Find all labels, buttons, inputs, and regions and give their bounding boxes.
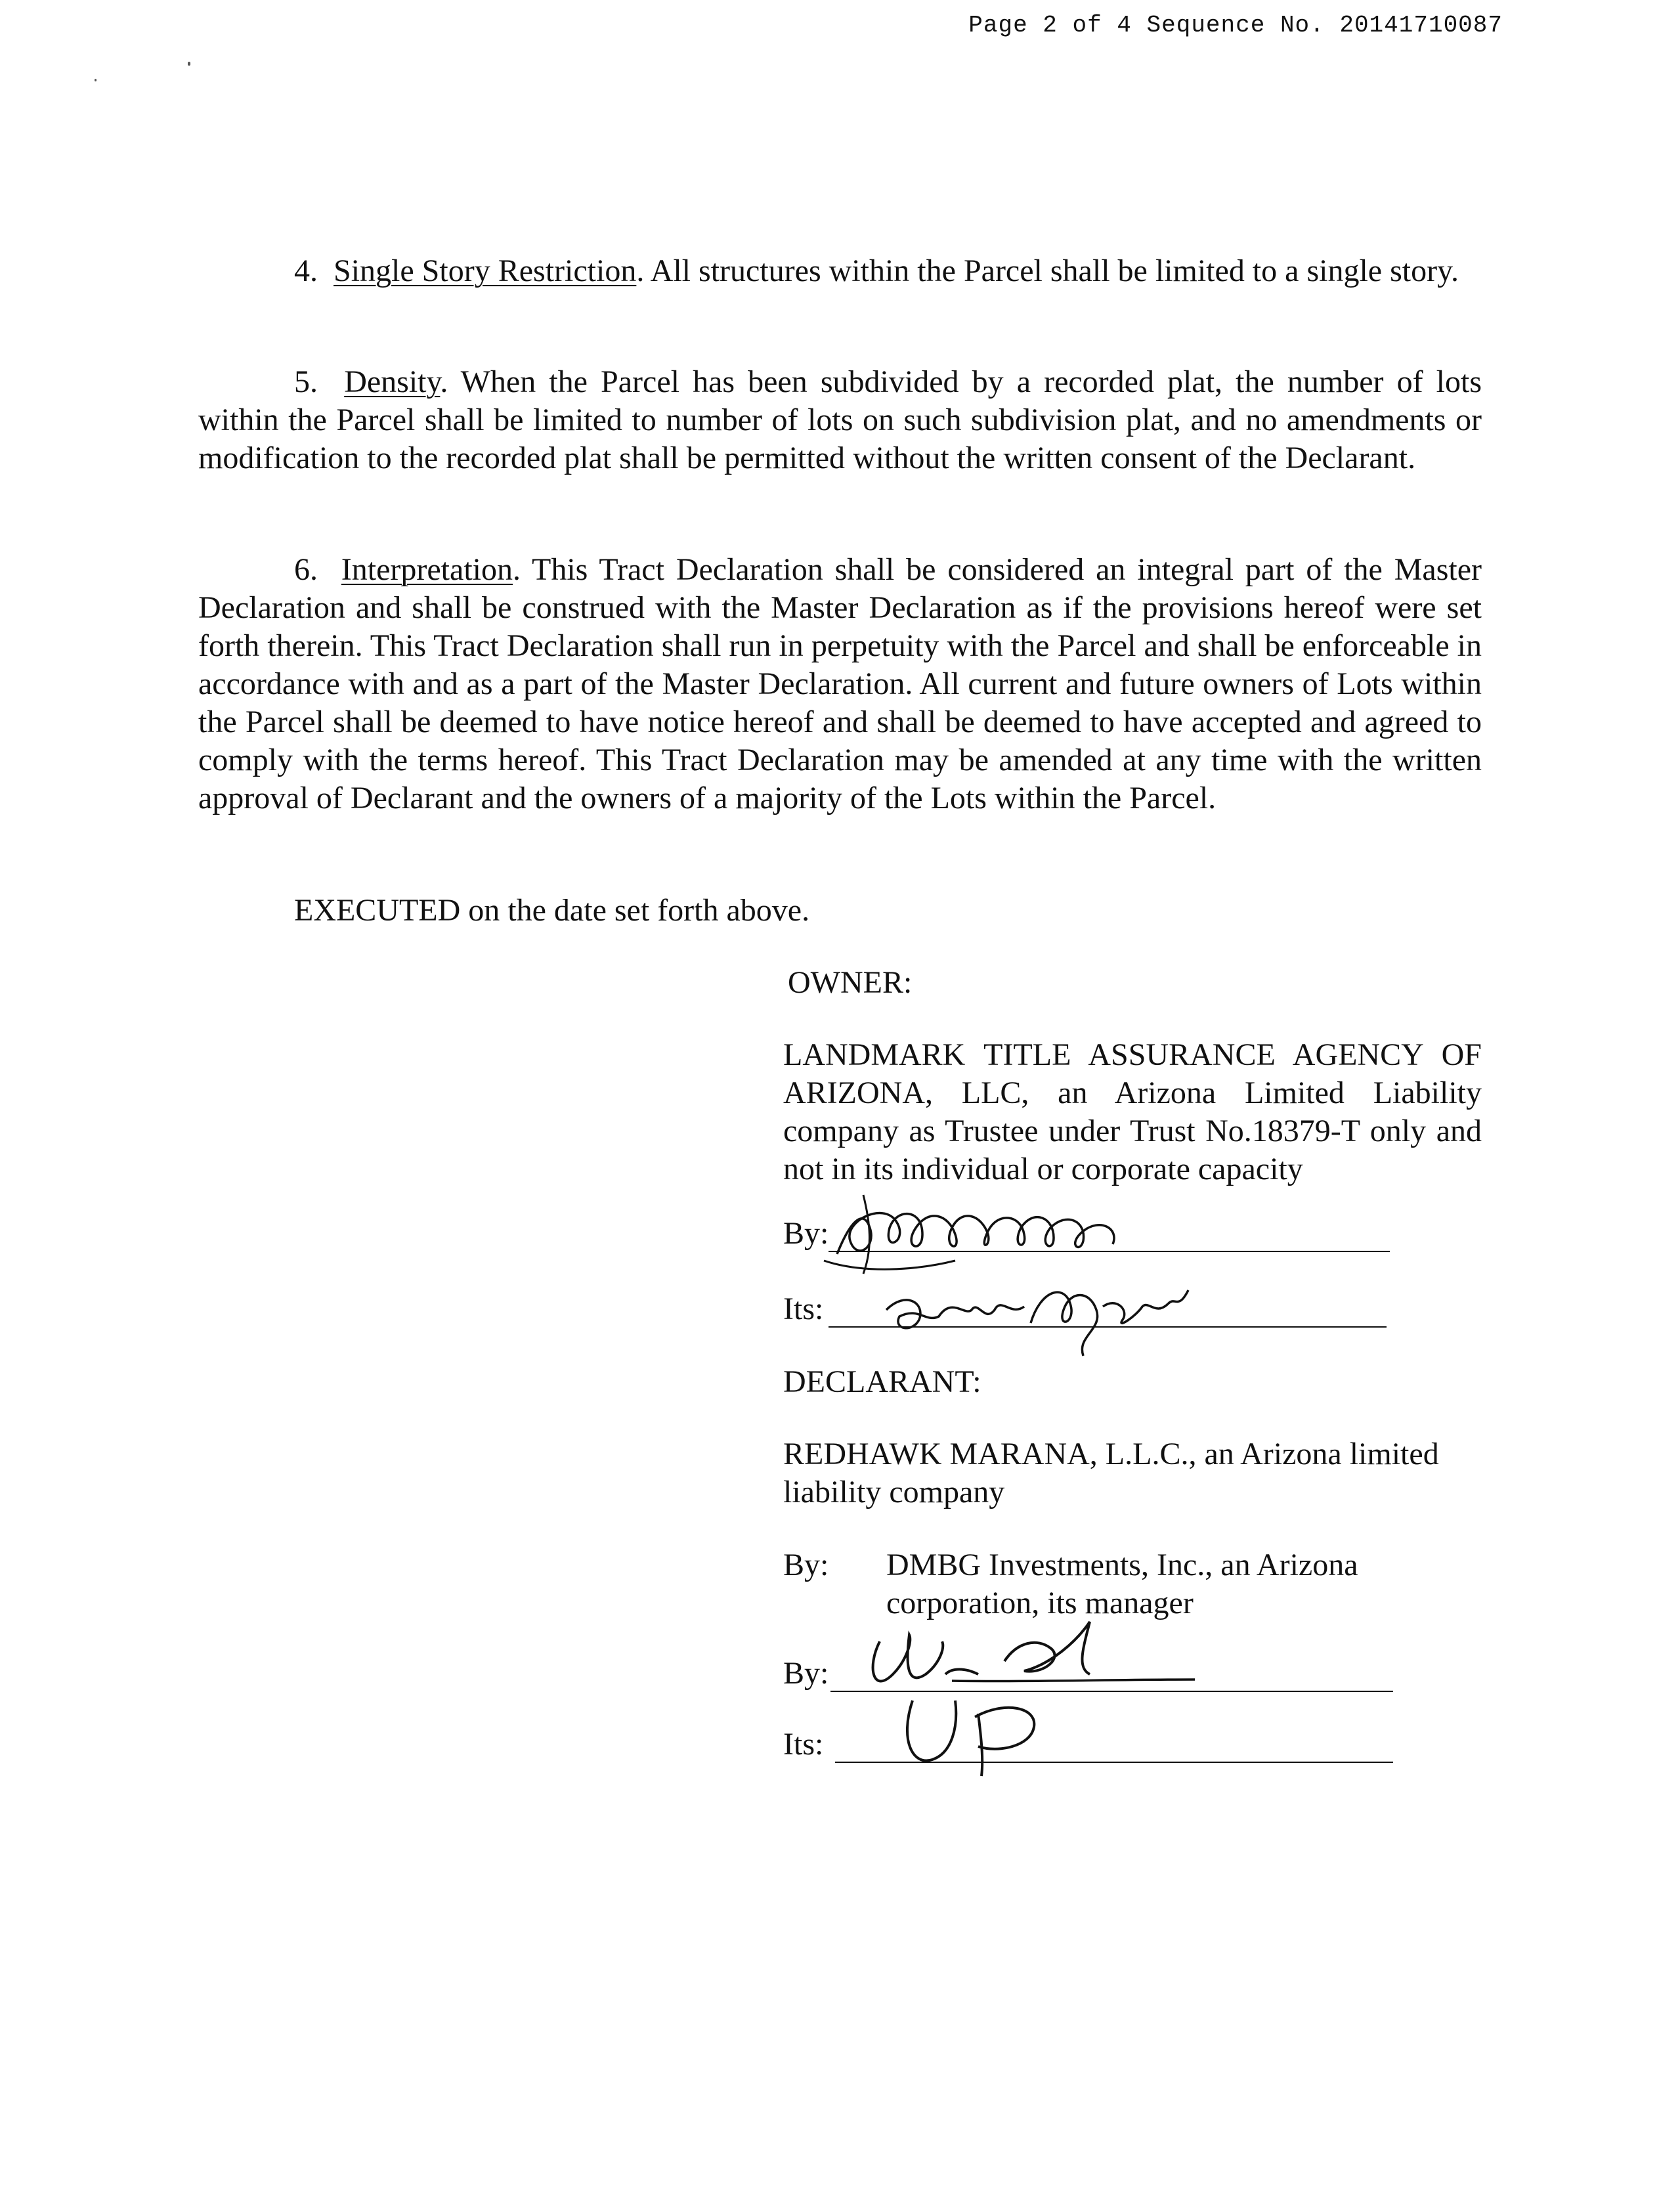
declarant-its-line bbox=[835, 1762, 1393, 1763]
owner-signature bbox=[824, 1182, 1165, 1284]
section-4 bbox=[198, 252, 1482, 290]
section-6 bbox=[198, 551, 1482, 817]
section-5 bbox=[198, 363, 1482, 477]
declarant-signer-by-label: By: bbox=[783, 1656, 829, 1691]
owner-its-line bbox=[829, 1326, 1387, 1328]
owner-its-signature bbox=[880, 1270, 1195, 1366]
section-heading: Single Story Restriction bbox=[334, 253, 637, 288]
declarant-its-signature bbox=[899, 1687, 1070, 1783]
declarant-label: DECLARANT: bbox=[783, 1364, 981, 1399]
scan-speck bbox=[188, 62, 190, 66]
executed-statement: EXECUTED on the date set forth above. bbox=[294, 893, 810, 928]
scan-speck bbox=[95, 79, 97, 81]
section-number: 6. bbox=[294, 552, 318, 587]
declarant-by-line bbox=[830, 1691, 1393, 1692]
section-heading: Density bbox=[344, 364, 441, 399]
declarant-by-entity: DMBG Investments, Inc., an Arizona corporation, its manager bbox=[886, 1548, 1358, 1620]
owner-label: OWNER: bbox=[788, 965, 913, 1000]
owner-entity: LANDMARK TITLE ASSURANCE AGENCY OF ARIZONA, LLC, an Arizona Limited Liability company as Trustee under Trust No.18379-T only and not in its individual or corporate capacity bbox=[783, 1037, 1482, 1186]
section-heading: Interpretation bbox=[341, 552, 513, 587]
section-number: 5. bbox=[294, 364, 318, 399]
owner-its-label: Its: bbox=[783, 1291, 824, 1326]
page-header: Page 2 of 4 Sequence No. 20141710087 bbox=[968, 12, 1503, 39]
section-text: . When the Parcel has been subdivided by a recorded plat, the number of lots within the Parcel shall be limited to number of lots on such subdivision plat, and no amendments or modification to the recorded plat shall be permitted without the written consent of the Declarant. bbox=[198, 364, 1482, 475]
section-number: 4. bbox=[294, 253, 318, 288]
section-text: . This Tract Declaration shall be considered an integral part of the Master Declaration and shall be construed with the Master Declaration as if the provisions hereof were set forth therein. This Tract Declaration shall run in perpetuity with the Parcel and shall be enforceable in accordance with and as a part of the Master Declaration. All current and future owners of Lots within the Parcel shall be deemed to have notice hereof and shall be deemed to have accepted and agreed to comply with the terms hereof. This Tract Declaration may be amended at any time with the written approval of Declarant and the owners of a majority of the Lots within the Parcel. bbox=[198, 552, 1482, 815]
owner-by-line bbox=[829, 1251, 1390, 1252]
section-text: . All structures within the Parcel shall be limited to a single story. bbox=[636, 253, 1459, 288]
declarant-by-label: By: bbox=[783, 1548, 829, 1582]
owner-by-label: By: bbox=[783, 1216, 829, 1251]
declarant-signer-its-label: Its: bbox=[783, 1727, 824, 1762]
declarant-entity: REDHAWK MARANA, L.L.C., an Arizona limited liability company bbox=[783, 1437, 1439, 1509]
